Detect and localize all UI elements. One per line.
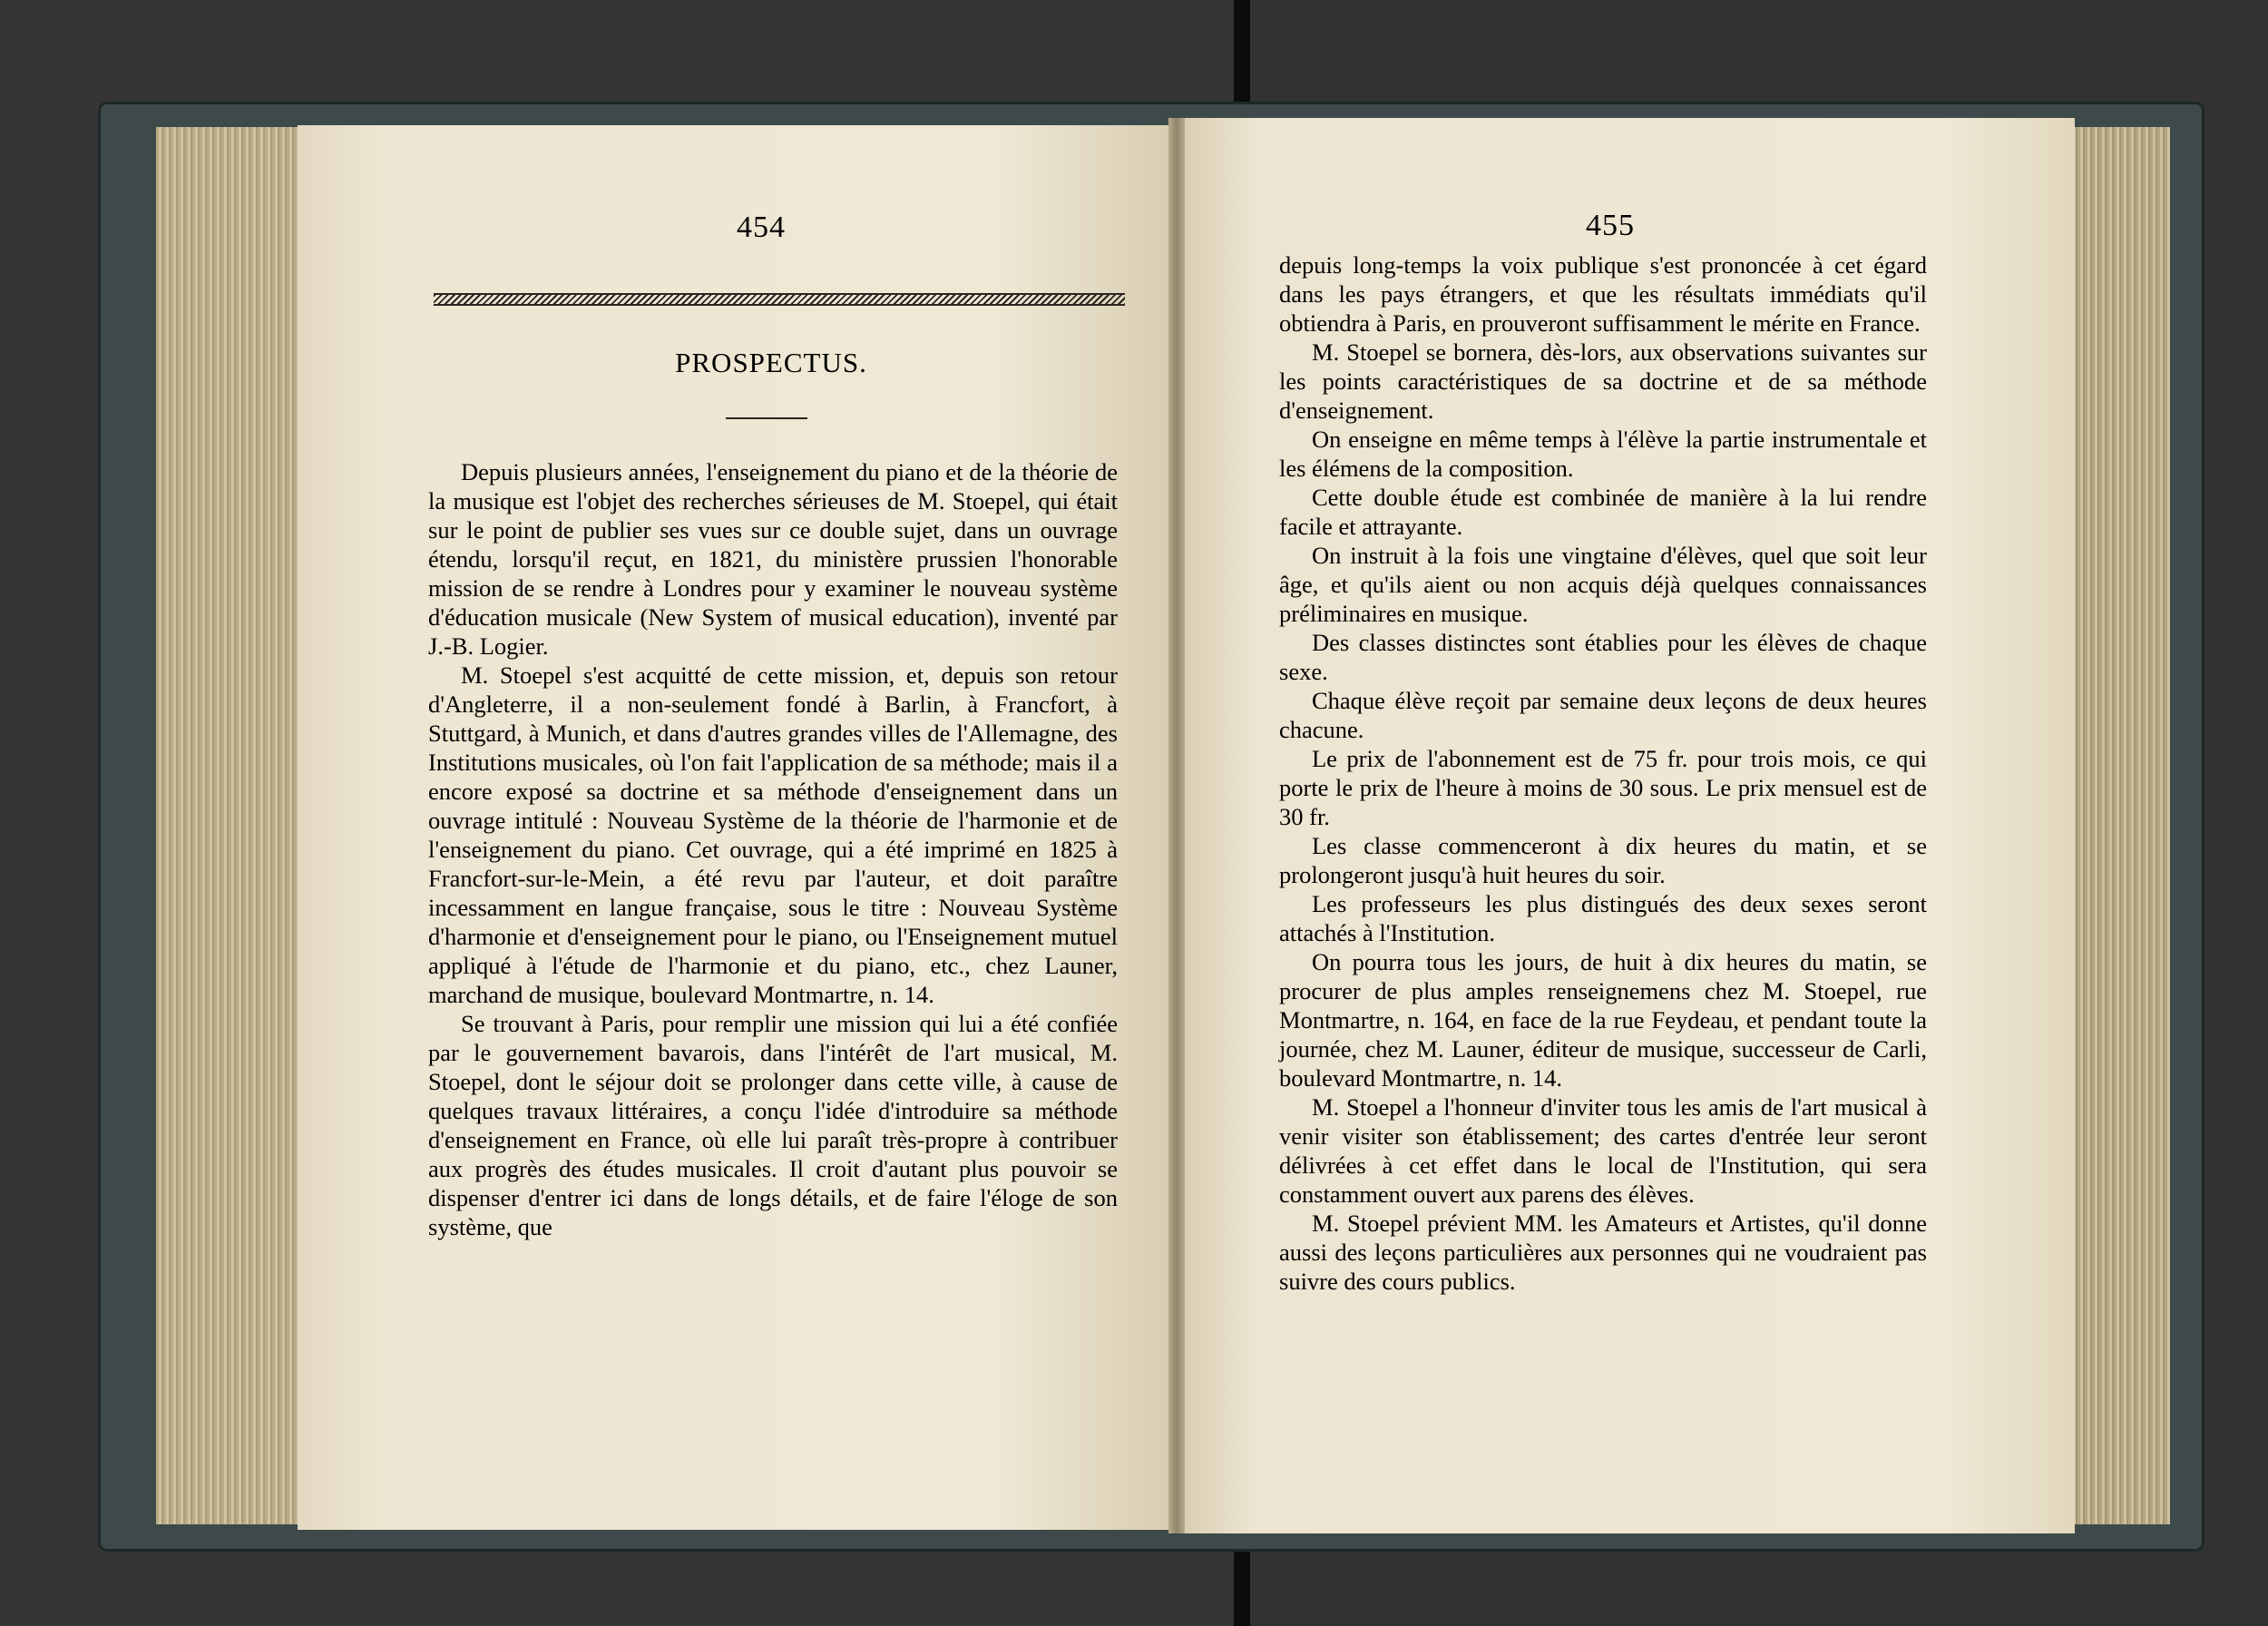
paragraph: M. Stoepel prévient MM. les Amateurs et Artistes, qu'il donne aussi des leçons particulières aux personnes qui ne voudraient pas suivre des cours publics.	[1279, 1210, 1927, 1295]
left-page-text	[428, 457, 1118, 1241]
paragraph: Se trouvant à Paris, pour remplir une mission qui lui a été confiée par le gouvernement bavarois, dans l'intérêt de l'art musical, M. Stoepel, dont le séjour doit se prolonger dans cette ville, à cause de quelques travaux littéraires, a conçu l'idée d'introduire sa méthode d'enseignement en France, où elle lui paraît très-propre à contribuer aux progrès des études musicales. Il croit d'autant plus pouvoir se dispenser d'entrer ici dans de longs détails, et de faire l'éloge de son système, que	[428, 1010, 1118, 1240]
page-edges-right	[2070, 127, 2170, 1524]
right-page-text	[1279, 250, 1927, 1296]
paragraph: Depuis plusieurs années, l'enseignement du piano et de la théorie de la musique est l'objet des recherches sérieuses de M. Stoepel, qui était sur le point de publier ses vues sur ce double sujet, dans un ouvrage étendu, lorsqu'il reçut, en 1821, du ministère prussien l'honorable mission de se rendre à Londres pour y examiner le nouveau système d'éducation musicale (New System of musical education), inventé par J.-B. Logier.	[428, 458, 1118, 660]
paragraph: Les professeurs les plus distingués des deux sexes seront attachés à l'Institution.	[1279, 890, 1927, 946]
paragraph: On pourra tous les jours, de huit à dix heures du matin, se procurer de plus amples renseignemens chez M. Stoepel, rue Montmartre, n. 164, en face de la rue Feydeau, et pendant toute la journée, chez M. Launer, éditeur de musique, successeur de Carli, boulevard Montmartre, n. 14.	[1279, 948, 1927, 1092]
book-gutter	[1168, 118, 1185, 1533]
ornamental-rule	[434, 293, 1125, 306]
page-edges-left	[156, 127, 301, 1524]
paragraph: M. Stoepel se bornera, dès-lors, aux observations suivantes sur les points caractéristiques de sa doctrine et de sa méthode d'enseignement.	[1279, 338, 1927, 424]
right-page-number: 455	[1586, 209, 1635, 242]
paragraph: M. Stoepel s'est acquitté de cette mission, et, depuis son retour d'Angleterre, il a non-seulement fondé à Barlin, à Francfort, à Stuttgard, à Munich, et dans d'autres grandes villes de l'Allemagne, des Institutions musicales, où l'on fait l'application de sa méthode; mais il a encore exposé sa doctrine et sa méthode d'enseignement dans un ouvrage intitulé : Nouveau Système de la théorie de l'harmonie et de l'enseignement du piano. Cet ouvrage, qui a été imprimé en 1825 à Francfort-sur-le-Mein, a été revu par l'auteur, et doit paraître incessamment en langue française, sous le titre : Nouveau Système d'harmonie et d'enseignement pour le piano, ou l'Enseignement mutuel appliqué à l'étude de l'harmonie et du piano, etc., chez Launer, marchand de musique, boulevard Montmartre, n. 14.	[428, 661, 1118, 1008]
paragraph: Des classes distinctes sont établies pour les élèves de chaque sexe.	[1279, 629, 1927, 685]
paragraph: On instruit à la fois une vingtaine d'élèves, quel que soit leur âge, et qu'ils aient ou non acquis déjà quelques connaissances préliminaires en musique.	[1279, 542, 1927, 627]
paragraph: Le prix de l'abonnement est de 75 fr. pour trois mois, ce qui porte le prix de l'heure à moins de 30 sous. Le prix mensuel est de 30 fr.	[1279, 745, 1927, 830]
paragraph: Cette double étude est combinée de manière à la lui rendre facile et attrayante.	[1279, 484, 1927, 540]
paragraph: M. Stoepel a l'honneur d'inviter tous les amis de l'art musical à venir visiter son établissement; des cartes d'entrée leur seront délivrées à cet effet dans le local de l'Institution, qui sera constamment ouvert aux parens des élèves.	[1279, 1093, 1927, 1208]
paragraph: Chaque élève reçoit par semaine deux leçons de deux heures chacune.	[1279, 687, 1927, 743]
paragraph: depuis long-temps la voix publique s'est prononcée à cet égard dans les pays étrangers, et que les résultats immédiats qu'il obtiendra à Paris, en prouveront suffisamment le mérite en France.	[1279, 251, 1927, 337]
paragraph: On enseigne en même temps à l'élève la partie instrumentale et les élémens de la composition.	[1279, 426, 1927, 482]
heading-underline	[726, 417, 807, 419]
left-page-number: 454	[737, 211, 786, 244]
paragraph: Les classe commenceront à dix heures du matin, et se prolongeront jusqu'à huit heures du soir.	[1279, 832, 1927, 888]
prospectus-heading: PROSPECTUS.	[675, 347, 867, 378]
